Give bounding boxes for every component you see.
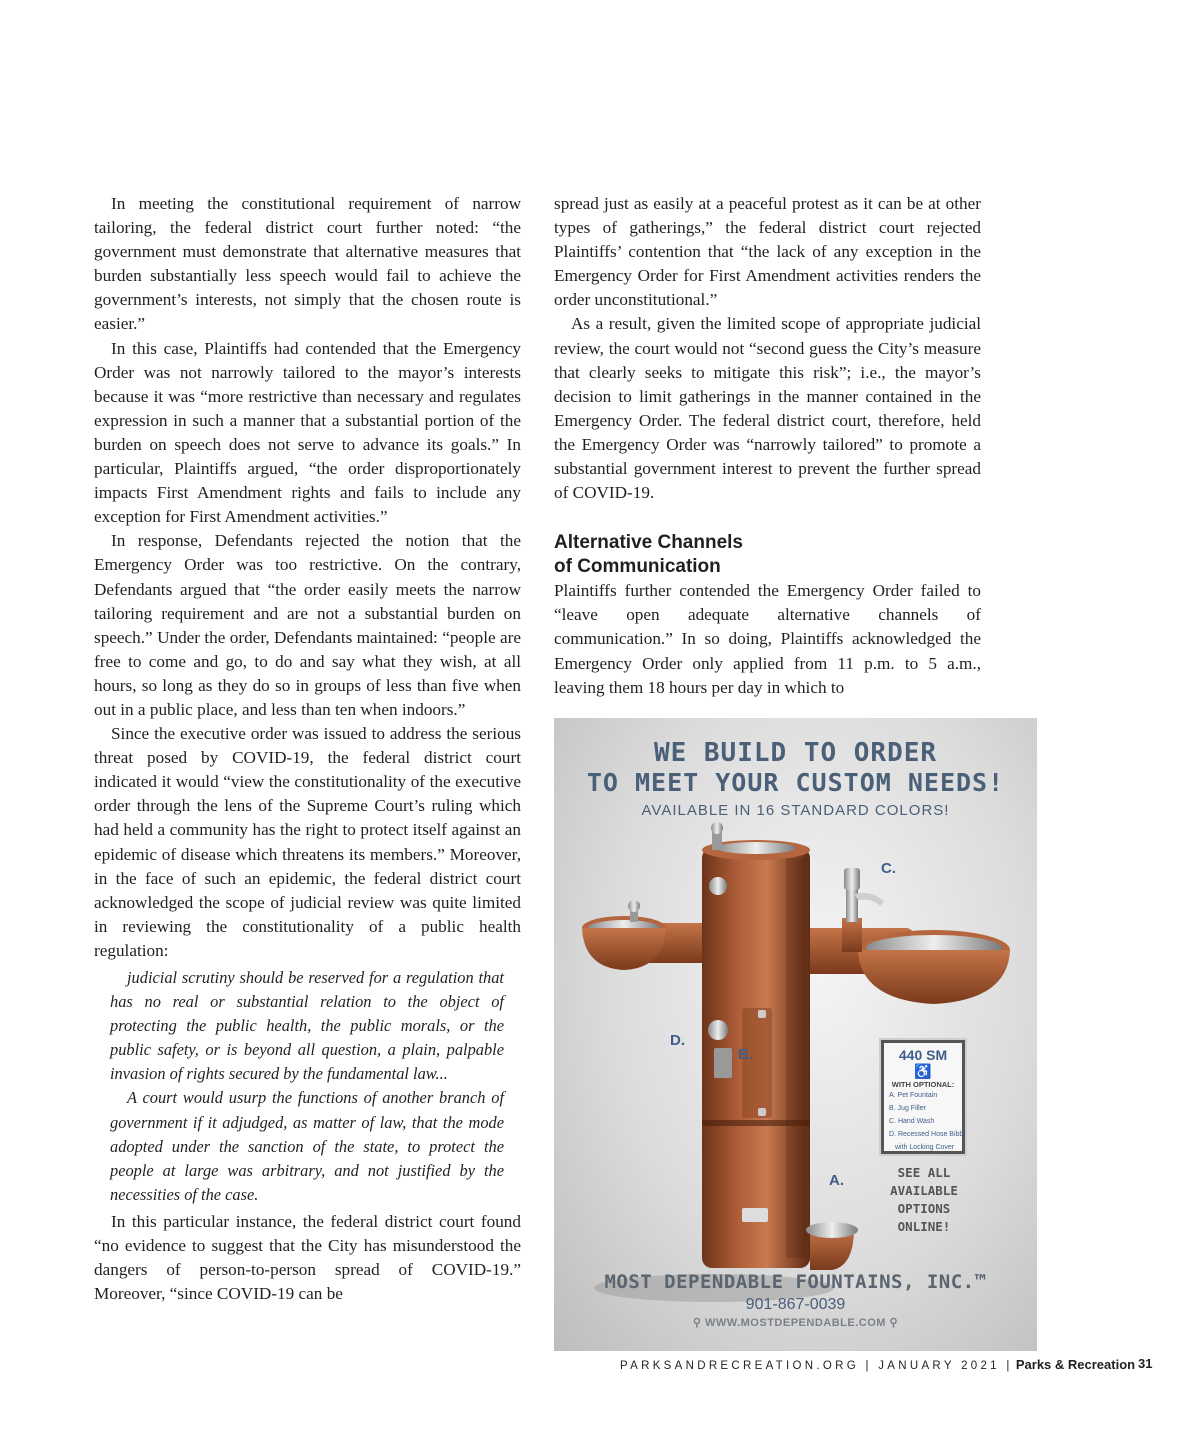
website-text: WWW.MOSTDEPENDABLE.COM bbox=[705, 1317, 886, 1329]
body-paragraph: Plaintiffs further contended the Emergency Order failed to “leave open adequate alternative channels of communication.” In so doing, Plaintiffs acknowledged the Emergency Order only applied from 11 p.m. to 5 a.m., leaving them 18 hours per day in which to bbox=[554, 581, 981, 697]
model-spec-box bbox=[881, 1040, 965, 1154]
option-item: A. Pet Fountain bbox=[889, 1092, 938, 1099]
body-paragraph: As a result, given the limited scope of appropriate judicial review, the court would not “second guess the City’s measure that clearly seeks to mitigate this risk”; i.e., the mayor’s decision to limit gatherings in the manner contained in the Emergency Order. The federal district court, therefore, held the Emergency Order was “narrowly tailored” to promote a substantial government interest to prevent the further spread of COVID-19. bbox=[554, 314, 981, 503]
body-paragraph: In this case, Plaintiffs had contended that the Emergency Order was not narrowly tailored to the mayor’s interests because it was “more restrictive than necessary and regulates expression in such a manner that a substantial portion of the burden on speech does not serve to advance its goals.” In particular, Plaintiffs argued, “the order disproportionately impacts First Amendment rights and fails to include any exception for First Amendment activities.” bbox=[94, 338, 521, 527]
see-all-line: SEE ALL bbox=[897, 1165, 951, 1180]
option-item: B. Jug Filler bbox=[889, 1105, 926, 1112]
footer-magazine-name: Parks & Recreation bbox=[1015, 1357, 1136, 1372]
with-optional-label: WITH OPTIONAL: bbox=[891, 1080, 955, 1089]
body-paragraph: spread just as easily at a peaceful protest as it can be at other types of gatherings,” the federal district court rejected Plaintiffs’ contention that “the lack of any exception in the Emergency Order for First Amendment activities renders the order unconstitutional.” bbox=[554, 194, 981, 310]
body-paragraph: In meeting the constitutional requirement of narrow tailoring, the federal district court further noted: “the government must demonstrate that alternative measures that burden substantially less speech would fail to achieve the government’s interests, not simply that the chosen route is easier.” bbox=[94, 194, 521, 334]
option-item: with Locking Cover bbox=[895, 1144, 955, 1151]
ad-headline: WE BUILD TO ORDER bbox=[653, 738, 938, 768]
see-all-line: AVAILABLE bbox=[890, 1183, 958, 1198]
company-phone[interactable]: 901-867-0039 bbox=[745, 1296, 846, 1313]
accessible-icon: ♿ bbox=[914, 1063, 932, 1079]
drinking-fountain-image bbox=[554, 718, 1037, 1351]
section-heading bbox=[554, 531, 981, 579]
option-label-b: B. bbox=[738, 1046, 753, 1063]
right-column bbox=[554, 192, 981, 700]
page-number: 31 bbox=[1138, 1356, 1153, 1371]
company-website-link[interactable] bbox=[554, 1316, 1037, 1329]
left-column bbox=[94, 192, 521, 1306]
option-item: D. Recessed Hose Bibb bbox=[889, 1131, 964, 1138]
see-all-options-callout bbox=[884, 1164, 964, 1236]
page-footer bbox=[620, 1356, 1153, 1372]
quote-paragraph: judicial scrutiny should be reserved for a regulation that has no real or substantial relation to the object of protecting the public health, the public morals, or the public safety, or is beyond all question, a plain, palpable invasion of rights secured by the fundamental law... bbox=[110, 968, 504, 1084]
model-number-text: 440 SM bbox=[898, 1047, 948, 1063]
section-heading-line: of Communication bbox=[554, 556, 721, 578]
body-paragraph: In this particular instance, the federal district court found “no evidence to suggest that the City has misunderstood the dangers of person-to-person spread of COVID-19.” Moreover, “since COVID-19 can be bbox=[94, 1211, 521, 1304]
option-item: C. Hand Wash bbox=[889, 1118, 935, 1125]
faucet-icon: ⚲ bbox=[889, 1317, 899, 1329]
option-label-d: D. bbox=[670, 1032, 685, 1049]
ad-headline: TO MEET YOUR CUSTOM NEEDS! bbox=[586, 768, 1005, 797]
model-number bbox=[889, 1047, 957, 1080]
block-quote bbox=[110, 966, 504, 1207]
company-name: MOST DEPENDABLE FOUNTAINS, INC.™ bbox=[604, 1271, 987, 1293]
option-label-c: C. bbox=[881, 860, 896, 877]
see-all-line: OPTIONS bbox=[897, 1201, 951, 1216]
section-heading-line: Alternative Channels bbox=[554, 532, 743, 554]
quote-paragraph: A court would usurp the functions of another branch of government if it adjudged, as matter of law, that the mode adopted under the sanction of the state, to protect the people at large was arbitrary, and not justified by the necessities of the case. bbox=[110, 1088, 504, 1204]
ad-subheadline: AVAILABLE IN 16 STANDARD COLORS! bbox=[641, 802, 950, 819]
option-label-a: A. bbox=[829, 1172, 844, 1189]
fountain-advertisement[interactable] bbox=[554, 718, 1037, 1351]
faucet-icon: ⚲ bbox=[692, 1317, 702, 1329]
body-paragraph: In response, Defendants rejected the notion that the Emergency Order was too restrictive. On the contrary, Defendants argued that “the order easily meets the narrow tailoring requirement and are not a substantial burden on speech.” Under the order, Defendants maintained: “people are free to come and go, to do and say what they wish, at all hours, so long as they do so in groups of less than five when out in a public place, and less than ten when indoors.” bbox=[94, 531, 521, 719]
body-paragraph: Since the executive order was issued to address the serious threat posed by COVID-19, the federal district court indicated it would “view the constitutionality of the executive order through the lens of the Supreme Court’s ruling which had held a community has the right to protect itself against an epidemic of disease which threatens its members.” Moreover, in the face of such an epidemic, the federal district court acknowledged the scope of judicial review was quite limited in reviewing the constitutionality of a public health regulation: bbox=[94, 724, 521, 960]
footer-site-date: PARKSANDRECREATION.ORG | JANUARY 2021 | bbox=[620, 1360, 1013, 1372]
see-all-line: ONLINE! bbox=[897, 1219, 951, 1234]
